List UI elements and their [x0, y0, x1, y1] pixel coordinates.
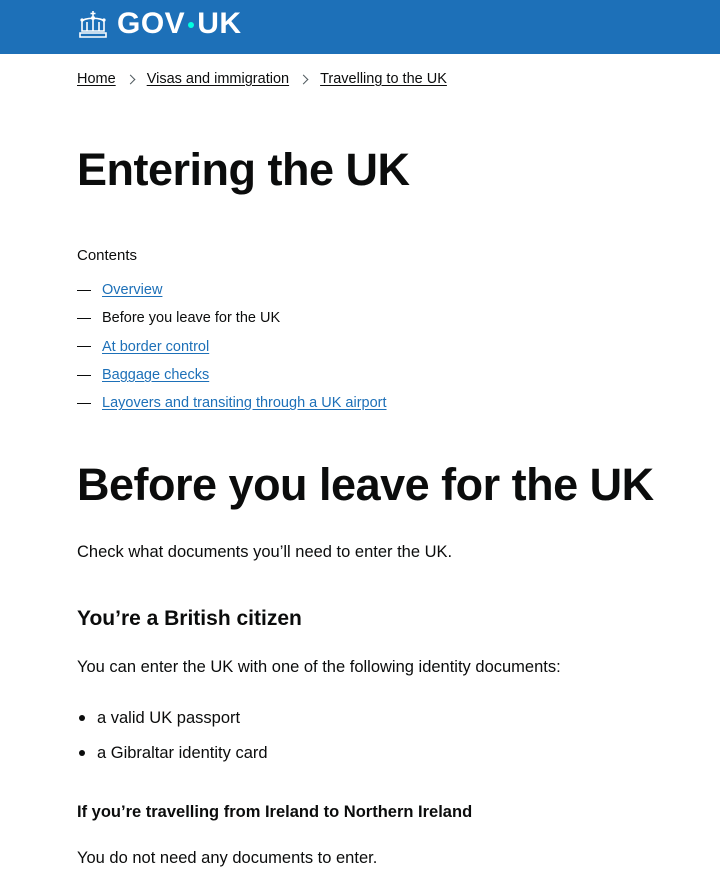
dash-icon	[77, 290, 91, 291]
british-citizen-heading: You’re a British citizen	[77, 607, 302, 630]
dash-icon	[77, 346, 91, 347]
list-item	[77, 700, 268, 735]
list-item	[77, 735, 268, 770]
breadcrumb-home[interactable]: Home	[77, 71, 116, 87]
contents-link-layovers[interactable]: Layovers and transiting through a UK airport	[102, 395, 387, 412]
breadcrumb	[77, 70, 447, 88]
contents-heading: Contents	[77, 247, 138, 264]
contents-item	[77, 361, 387, 389]
chevron-right-icon	[299, 74, 309, 84]
identity-documents-paragraph: You can enter the UK with one of the following identity documents:	[77, 658, 561, 676]
contents-item	[77, 333, 387, 361]
contents-link-overview[interactable]: Overview	[102, 282, 163, 299]
dash-icon	[77, 403, 91, 404]
documents-list	[77, 700, 268, 770]
crown-icon	[77, 9, 109, 39]
contents-link-at-border-control[interactable]: At border control	[102, 338, 210, 355]
wordmark-uk: UK	[197, 7, 242, 40]
contents-item	[77, 304, 387, 332]
dash-icon	[77, 375, 91, 376]
contents-link-baggage-checks[interactable]: Baggage checks	[102, 367, 210, 384]
govuk-logo-link[interactable]	[77, 7, 242, 41]
dash-icon	[77, 318, 91, 319]
document-uk-passport: a valid UK passport	[97, 708, 241, 727]
bullet-icon	[79, 715, 85, 721]
contents-item	[77, 389, 387, 417]
govuk-wordmark	[117, 7, 242, 41]
contents-current-before-you-leave: Before you leave for the UK	[102, 310, 281, 327]
breadcrumb-travelling-to-the-uk[interactable]: Travelling to the UK	[320, 71, 447, 87]
wordmark-gov: GOV	[117, 7, 186, 40]
bullet-icon	[79, 750, 85, 756]
chevron-right-icon	[125, 74, 135, 84]
wordmark-dot	[188, 22, 194, 28]
site-header	[0, 0, 720, 54]
contents-list	[77, 276, 387, 417]
contents-item	[77, 276, 387, 304]
ireland-heading: If you’re travelling from Ireland to Northern Ireland	[77, 803, 473, 821]
ireland-paragraph: You do not need any documents to enter.	[77, 849, 378, 867]
section-title: Before you leave for the UK	[77, 459, 654, 510]
page-title: Entering the UK	[77, 144, 410, 195]
breadcrumb-visas-and-immigration[interactable]: Visas and immigration	[146, 71, 290, 87]
intro-paragraph: Check what documents you’ll need to enter the UK.	[77, 543, 453, 561]
document-gibraltar-id: a Gibraltar identity card	[97, 743, 268, 762]
